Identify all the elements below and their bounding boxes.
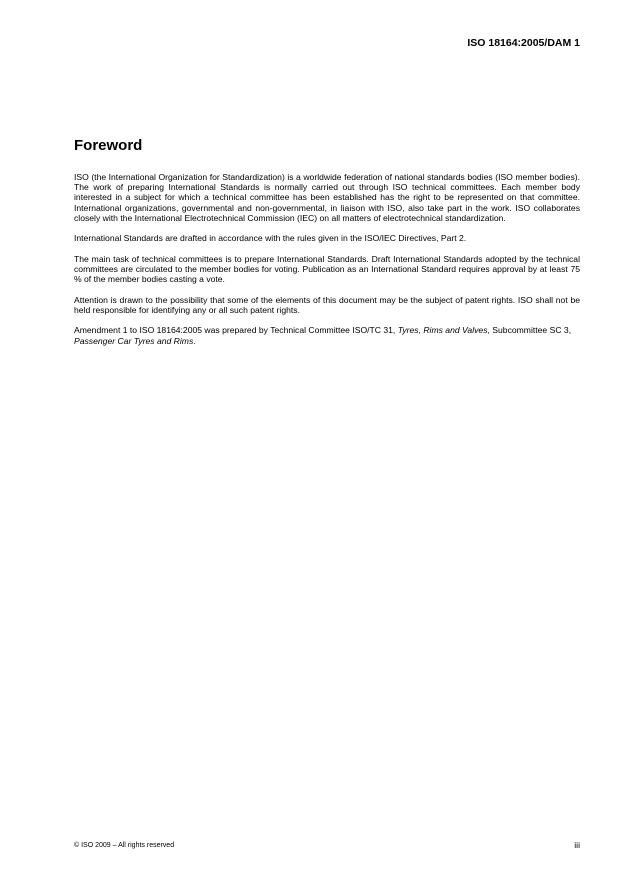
- paragraph-iso-overview: ISO (the International Organization for Standardization) is a worldwide federation of national standards bodies (ISO member bodies). The work of preparing International Standards is normally carried out through ISO technical committees. Each member body interested in a subject for which a technical committee has been established has the right to be represented on that committee. International organizations, governmental and non-governmental, in liaison with ISO, also take part in the work. ISO collaborates closely with the International Electrotechnical Commission (IEC) on all matters of electrotechnical standardization.: [74, 172, 580, 223]
- paragraph-amendment: [74, 325, 580, 345]
- page-number: iii: [574, 840, 580, 850]
- amendment-text-middle: , Subcommittee SC 3,: [487, 325, 572, 336]
- subcommittee-name: Passenger Car Tyres and Rims: [74, 335, 194, 346]
- foreword-body: [74, 172, 580, 356]
- paragraph-drafting-rules: International Standards are drafted in accordance with the rules given in the ISO/IEC Directives, Part 2.: [74, 233, 467, 244]
- committee-name: Tyres, Rims and Valves: [397, 325, 488, 336]
- page-title: Foreword: [74, 137, 143, 154]
- document-id: ISO 18164:2005/DAM 1: [467, 37, 580, 49]
- amendment-text-after: .: [193, 335, 196, 346]
- amendment-text-before: Amendment 1 to ISO 18164:2005 was prepared by Technical Committee ISO/TC 31,: [74, 325, 398, 336]
- copyright-notice: © ISO 2009 – All rights reserved: [74, 842, 175, 849]
- paragraph-committee-task: The main task of technical committees is to prepare International Standards. Draft International Standards adopted by the technical committees are circulated to the member bodies for voting. Publication as an International Standard requires approval by at least 75 % of the member bodies casting a vote.: [74, 253, 580, 285]
- paragraph-patent-notice: Attention is drawn to the possibility that some of the elements of this document may be the subject of patent rights. ISO shall not be held responsible for identifying any or all such patent rights.: [74, 294, 580, 315]
